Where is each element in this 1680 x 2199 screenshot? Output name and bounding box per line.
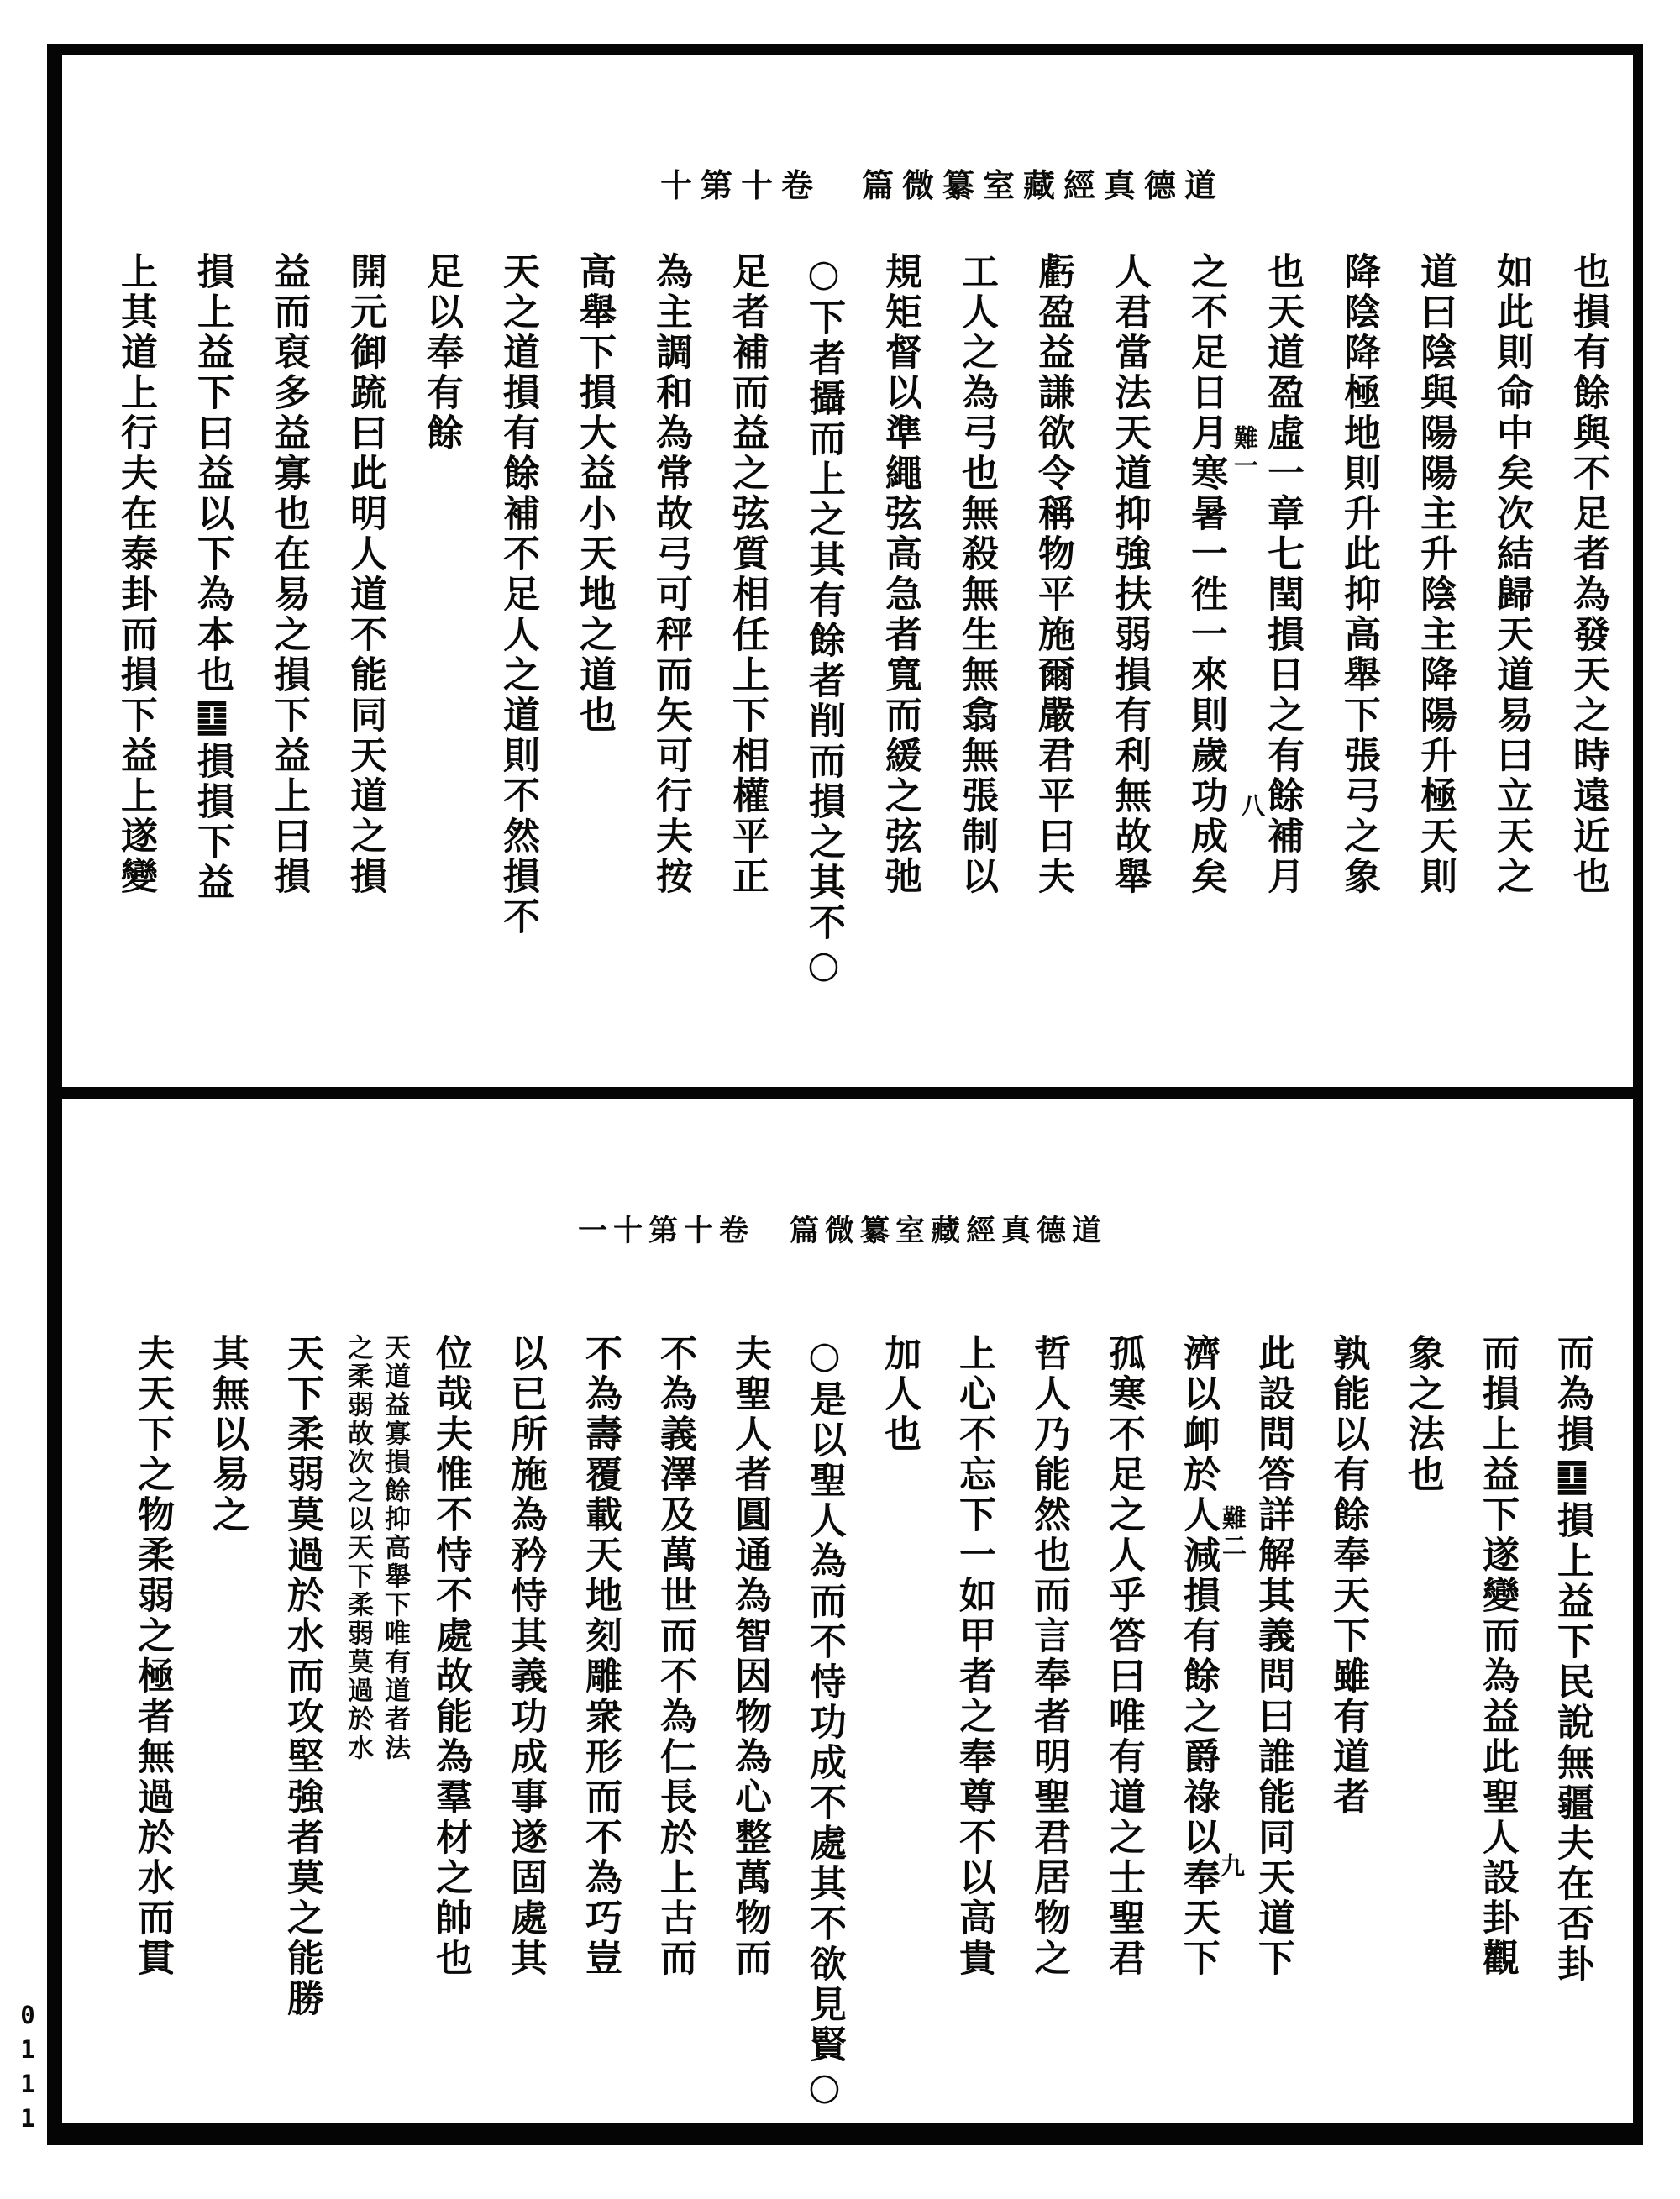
text-column: 濟以卹於人減損有餘之爵祿以奉天下 bbox=[1177, 1334, 1220, 1979]
text-block-bottom bbox=[115, 1334, 1609, 2112]
text-column: 之不足日月寒暑一徃一來則歲功成矣 bbox=[1184, 252, 1227, 897]
text-column: 足者補而益之弦質相任上下相權平正 bbox=[726, 252, 769, 897]
text-column: 孰能以有餘奉天下雖有道者 bbox=[1326, 1334, 1369, 1818]
text-column: 上其道上行夫在泰卦而損下益上遂變 bbox=[114, 252, 157, 897]
text-column: 也天道盈虛一章七閏損日之有餘補月 bbox=[1261, 252, 1304, 897]
text-column: 規矩督以準繩弦高急者寬而緩之弦弛 bbox=[879, 252, 921, 897]
interlinear-note-left: 之柔弱故次之以天下柔弱莫過於水 bbox=[343, 1334, 373, 1762]
text-column: 虧盈益謙欲令稱物平施爾嚴君平曰夫 bbox=[1032, 252, 1074, 897]
text-column: 而損上益下遂變而為益此聖人設卦觀 bbox=[1476, 1334, 1519, 1979]
text-column: ○下者攝而上之其有餘者削而損之其不○ bbox=[802, 252, 845, 989]
text-block-top bbox=[97, 252, 1626, 989]
text-column: 人君當法天道抑強扶弱損有利無故舉 bbox=[1108, 252, 1151, 897]
text-column: 加人也 bbox=[878, 1334, 921, 1455]
text-column: 高舉下損大益小天地之道也 bbox=[573, 252, 616, 736]
interlinear-note-column bbox=[339, 1334, 413, 2112]
running-header-top: 十第十卷 篇微纂室藏經真德道 bbox=[660, 166, 1226, 204]
margin-note: 難一 bbox=[1231, 425, 1259, 480]
text-column: ○是以聖人為而不恃功成不處其不欲見賢○ bbox=[803, 1334, 846, 2112]
text-column: 足以奉有餘 bbox=[420, 252, 463, 454]
margin-note: 八 bbox=[1237, 793, 1266, 821]
text-column: 位哉夫惟不恃不處故能為羣材之帥也 bbox=[429, 1334, 472, 1979]
text-column: 以已所施為矜恃其義功成事遂固處其 bbox=[504, 1334, 547, 1979]
text-column: 夫聖人者圓通為智因物為心整萬物而 bbox=[728, 1334, 771, 1979]
text-column: 為主調和為常故弓可秤而矢可行夫按 bbox=[649, 252, 692, 897]
text-column: 其無以易之 bbox=[206, 1334, 249, 1535]
running-header-bottom: 一十第十卷 篇微纂室藏經真德道 bbox=[578, 1214, 1108, 1248]
text-column: 如此則命中矣次結歸天道易曰立天之 bbox=[1490, 252, 1533, 897]
text-column: 天下柔弱莫過於水而攻堅強者莫之能勝 bbox=[281, 1334, 323, 2019]
text-column: 益而裒多益寡也在易之損下益上曰損 bbox=[267, 252, 310, 897]
text-column: 此設問答詳解其義問曰誰能同天道下 bbox=[1252, 1334, 1294, 1979]
margin-note: 九 bbox=[1217, 1853, 1246, 1881]
text-column: 不為壽覆載天地刻雕衆形而不為巧豈 bbox=[579, 1334, 622, 1979]
text-column: 夫天下之物柔弱之極者無過於水而貫 bbox=[131, 1334, 174, 1979]
panel-divider-rule bbox=[52, 1087, 1638, 1099]
margin-note: 難二 bbox=[1219, 1505, 1247, 1561]
text-column: 而為損䷨損上益下民說無疆夫在否卦 bbox=[1551, 1334, 1593, 1985]
text-column: 哲人乃能然也而言奉者明聖君居物之 bbox=[1027, 1334, 1070, 1979]
text-column: 也損有餘與不足者為發天之時遠近也 bbox=[1567, 252, 1609, 897]
text-column: 孤寒不足之人乎答曰唯有道之士聖君 bbox=[1102, 1334, 1145, 1979]
text-column: 上心不忘下一如甲者之奉尊不以高貴 bbox=[953, 1334, 995, 1979]
text-column: 降陰降極地則升此抑高舉下張弓之象 bbox=[1337, 252, 1380, 897]
text-column: 不為義澤及萬世而不為仁長於上古而 bbox=[654, 1334, 696, 1979]
text-column: 象之法也 bbox=[1401, 1334, 1444, 1495]
text-column: 損上益下曰益以下為本也䷨損損下益 bbox=[191, 252, 234, 903]
text-column: 道曰陰與陽陽主升陰主降陽升極天則 bbox=[1414, 252, 1457, 897]
text-column: 天之道損有餘補不足人之道則不然損不 bbox=[496, 252, 539, 937]
interlinear-note-right: 天道益寡損餘抑高舉下唯有道者法 bbox=[380, 1334, 410, 1762]
text-column: 開元御䟽曰此明人道不能同天道之損 bbox=[344, 252, 386, 897]
page-number: 0111 bbox=[13, 2001, 42, 2139]
text-column: 工人之為弓也無殺無生無翕無張制以 bbox=[955, 252, 998, 897]
